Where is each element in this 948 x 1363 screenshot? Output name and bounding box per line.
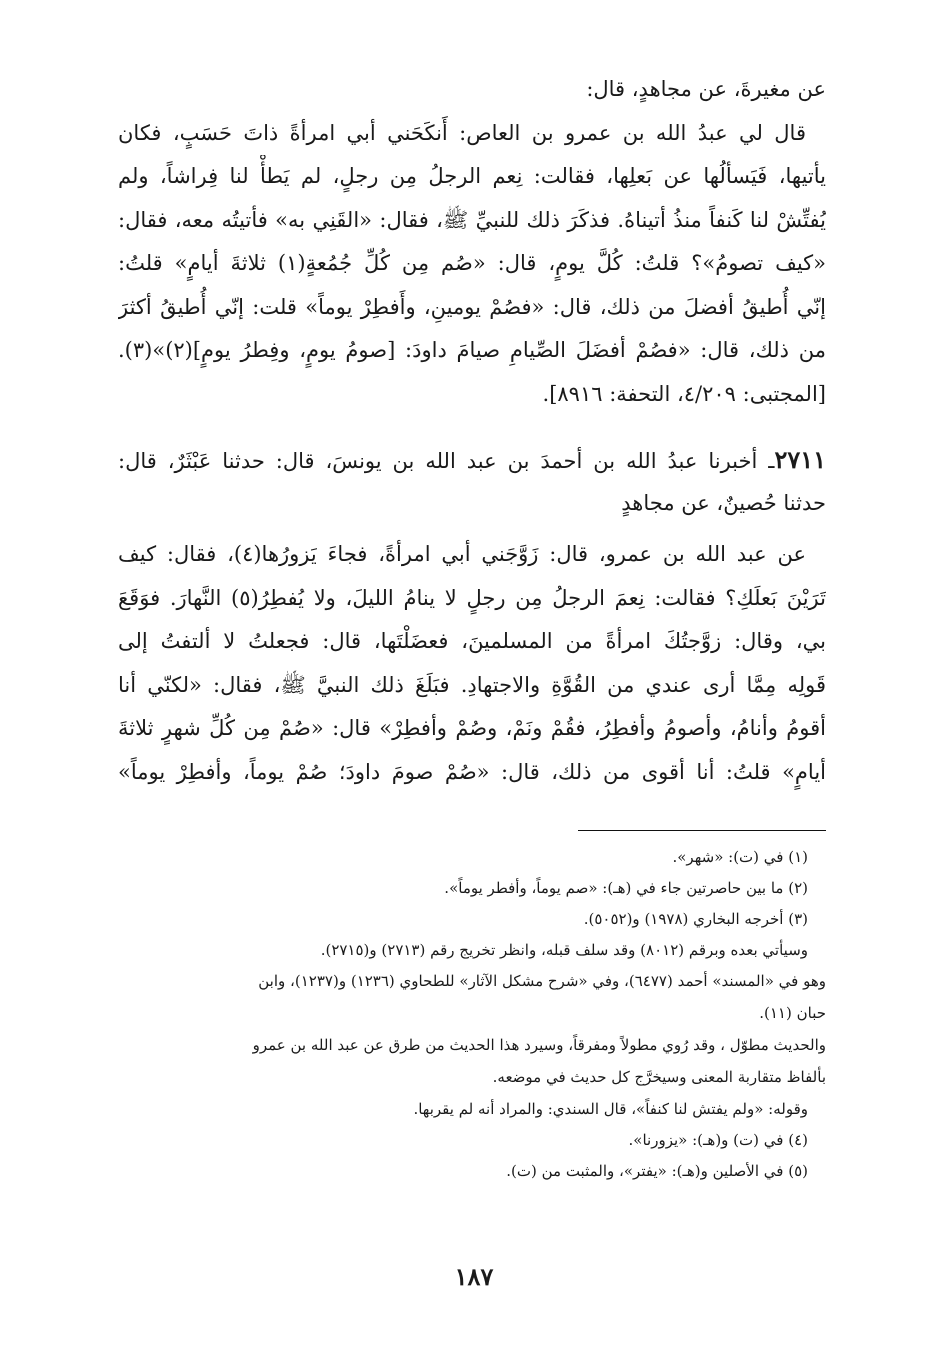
footnote: وسيأتي بعده وبرقم (٨٠١٢) وقد سلف قبله، وانظر تخريج رقم (٢٧١٣) و(٢٧١٥). — [320, 941, 808, 959]
text-line: عن مغيرةَ، عن مجاهدٍ، قال: — [586, 77, 826, 101]
text-line: إنّي أُطيقُ أفضلَ من ذلك، قال: «فصُمْ يومينِ، وأَفطِرْ يوماً» قلت: إنّي أُطيقُ أكثرَ — [118, 294, 826, 319]
text-line: يُفتِّشْ لنا كَنفاً منذُ أتيناهُ. فذكَرَ ذلك للنبيِّ ﷺ، فقال: «القَنِي به» فأتيتُه معه، فقال: — [118, 207, 826, 232]
text-line: حدثنا حُصينٌ، عن مجاهدٍ — [621, 490, 826, 515]
hadith-2711-text — [118, 438, 826, 794]
footnote: حبان (١١). — [759, 1004, 826, 1022]
footnote: وقوله: «ولم يفتش لنا كنفاً»، قال السندي: والمراد أنه لم يقربها. — [413, 1100, 808, 1118]
text-line: قَولِه مِمَّا أرى عندي من القُوَّةِ والاجتهادِ. فبَلَغَ ذلك النبيَّ ﷺ، فقال: «لكنّي أنا — [118, 672, 826, 697]
footnote-separator — [578, 830, 826, 831]
hadith-number: ٢٧١١ — [774, 445, 826, 474]
text-line: تَرَيْنَ بَعلَكِ؟ فقالت: نِعمَ الرجلُ مِن رجلٍ لا ينامُ الليلَ، ولا يُفطِرُ(٥) النَّهارَ. فوَقَعَ — [118, 585, 826, 610]
text-line: أيامٍ» قلتُ: أنا أقوى من ذلك، قال: «صُمْ صومَ داودَ؛ صُمْ يوماً، وأفطِرْ يوماً» — [118, 759, 826, 784]
hadith-2710-text — [118, 68, 826, 416]
footnote: بألفاظ متقاربة المعنى وسيخرَّج كل حديث في موضعه. — [492, 1068, 826, 1086]
text-line: عن عبد الله بن عمرو، قال: زَوَّجَني أبي امرأةً، فجاءَ يَزورُها(٤)، فقال: كيف — [118, 542, 806, 566]
text-line: قال لي عبدُ الله بن عمرو بن العاص: أَنكَحَني أبي امرأةً ذاتَ حَسَبٍ، فكان — [118, 120, 806, 145]
page-number: ١٨٧ — [454, 1262, 494, 1291]
footnote: (٢) ما بين حاصرتين جاء في (هـ): «صم يوماً، وأفطر يوماً». — [444, 879, 808, 897]
footnote: وهو في «المسند» أحمد (٦٤٧٧)، وفي «شرح مشكل الآثار» للطحاوي (١٢٣٦) و(١٢٣٧)، وابن — [258, 972, 826, 990]
text-line: من ذلك، قال: «فصُمْ أفضَلَ الصِّيامِ صيامَ داودَ: [صومُ يومٍ، وفِطرُ يومٍ](٢)»(٣). — [118, 338, 826, 362]
text-line: أقومُ وأنامُ، وأصومُ وأفطِرُ، فقُمْ ونَمْ، وصُمْ وأفطِرْ» قال: «صُمْ مِن كُلِّ شهرٍ ثلاثةَ — [118, 716, 826, 740]
footnote: (٣) أخرجه البخاري (١٩٧٨) و(٥٠٥٢). — [583, 910, 808, 928]
footnotes — [118, 842, 826, 1187]
hadith-heading-line — [118, 438, 826, 482]
footnote: (٥) في الأصلين و(هـ): «يفتر»، والمثبت من (ت). — [506, 1162, 808, 1180]
footnote: والحديث مطوّل ، وقد رُوي مطولاً ومفرقاً، وسيرد هذا الحديث من طرق عن عبد الله بن عمرو — [252, 1036, 826, 1054]
footnote: (٤) في (ت) و(هـ): «يزورنا». — [628, 1131, 808, 1149]
text-line: بي، وقال: زوَّجتُكَ امرأةً من المسلمينَ، فعضَلْتَها، قال: فجعلتُ لا ألتفتُ إلى — [118, 629, 826, 653]
footnote: (١) في (ت): «شهر». — [672, 848, 808, 866]
isnad-text: ـ أخبرنا عبدُ الله بن أحمدَ بن عبد الله بن يونسَ، قال: حدثنا عَبْثَرٌ، قال: — [118, 449, 775, 473]
source-reference: [المجتبى: ٤/٢٠٩، التحفة: ٨٩١٦]. — [542, 381, 826, 406]
text-line: «كيف تصومُ»؟ قلتُ: كُلَّ يومٍ، قال: «صُم مِن كُلِّ جُمُعةٍ(١) ثلاثةَ أيامٍ» قلتُ: — [118, 251, 826, 275]
text-line: يأتيها، فَيَسألُها عن بَعلِها، فقالت: نِعم الرجلُ مِن رجلٍ، لم يَطأْ لنا فِراشاً، ولم — [118, 164, 826, 188]
